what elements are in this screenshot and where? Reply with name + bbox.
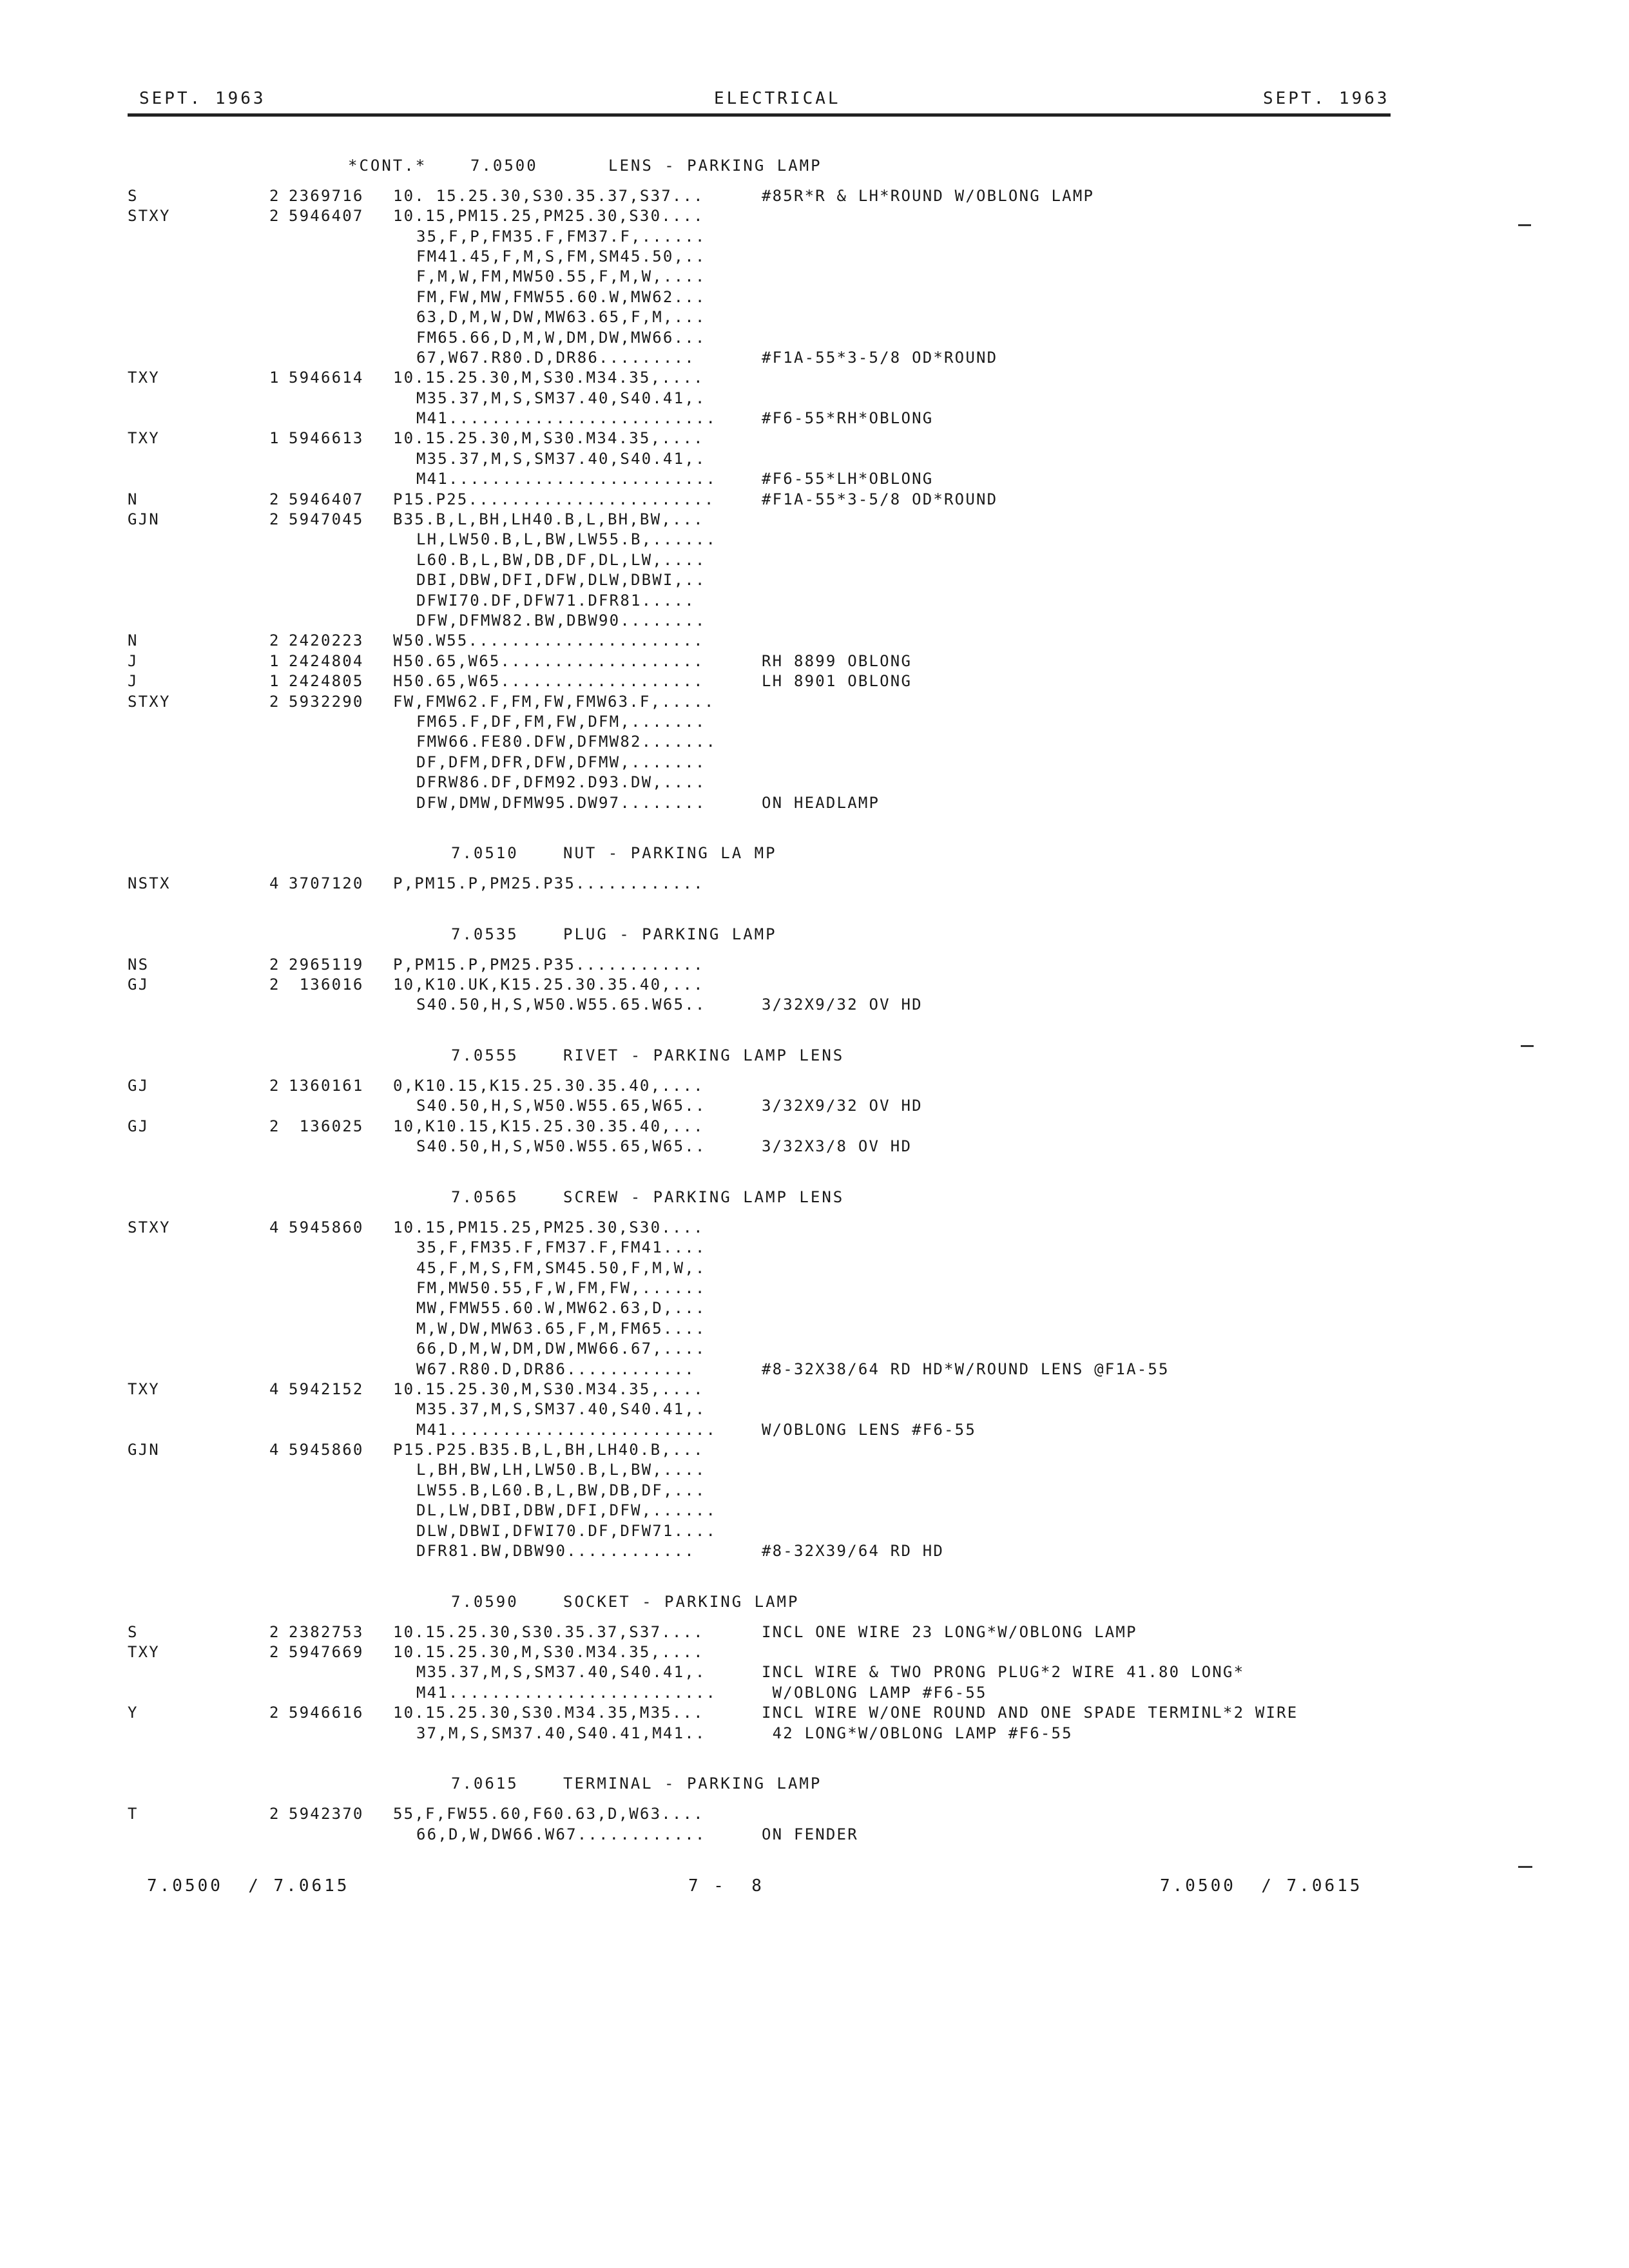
- parts-row: [128, 773, 1513, 793]
- part-number: 5942370: [289, 1805, 364, 1823]
- parts-row: [128, 753, 1513, 773]
- section-title: NUT - PARKING LA MP: [563, 844, 777, 863]
- parts-row: [128, 1703, 1513, 1723]
- application-list: FM65.66,D,M,W,DM,DW,MW66...: [416, 328, 706, 347]
- model-code: GJN: [128, 1441, 160, 1459]
- part-number: 1360161: [289, 1077, 364, 1095]
- parts-row: [128, 1622, 1513, 1642]
- parts-row: [128, 1804, 1513, 1824]
- section-heading: [128, 1177, 1513, 1218]
- model-code: GJN: [128, 510, 160, 529]
- parts-row: [128, 1662, 1513, 1682]
- quantity: 2: [269, 1805, 280, 1823]
- quantity: 4: [269, 1441, 280, 1459]
- part-description: 3/32X3/8 OV HD: [762, 1137, 912, 1156]
- model-code: S: [128, 1622, 139, 1641]
- part-description: W/OBLONG LENS #F6-55: [762, 1420, 976, 1439]
- part-number: 2424804: [289, 651, 364, 670]
- header-right-date: SEPT. 1963: [1263, 89, 1390, 108]
- application-list: 45,F,M,S,FM,SM45.50,F,M,W,.: [416, 1258, 706, 1277]
- section-number: 7.0510: [451, 844, 519, 863]
- section-number: 7.0590: [451, 1592, 519, 1611]
- application-list: DFW,DMW,DFMW95.DW97........: [416, 793, 706, 812]
- footer-right-range: 7.0500 / 7.0615: [1160, 1876, 1363, 1896]
- application-list: M35.37,M,S,SM37.40,S40.41,.: [416, 1663, 706, 1682]
- parts-row: [128, 530, 1513, 550]
- parts-row: [128, 1137, 1513, 1157]
- application-list: FMW66.FE80.DFW,DFMW82.......: [416, 733, 717, 751]
- part-description: #85R*R & LH*ROUND W/OBLONG LAMP: [762, 186, 1095, 205]
- application-list: 10.15.25.30,M,S30.M34.35,....: [393, 1643, 704, 1661]
- parts-row: [128, 490, 1513, 510]
- parts-row: [128, 469, 1513, 489]
- application-list: H50.65,W65...................: [393, 651, 704, 670]
- section-continued-label: *CONT.*: [348, 157, 427, 175]
- part-description: 42 LONG*W/OBLONG LAMP #F6-55: [762, 1724, 1073, 1742]
- quantity: 4: [269, 1379, 280, 1398]
- section-number: 7.0565: [451, 1187, 519, 1206]
- part-number: 5932290: [289, 692, 364, 711]
- application-list: 67,W67.R80.D,DR86.........: [416, 348, 695, 367]
- parts-row: [128, 975, 1513, 995]
- application-list: M41.........................: [416, 1420, 717, 1439]
- part-description: #F6-55*RH*OBLONG: [762, 409, 934, 428]
- application-list: DFW,DFMW82.BW,DBW90........: [416, 611, 706, 629]
- part-description: #F1A-55*3-5/8 OD*ROUND: [762, 348, 998, 367]
- section-number: 7.0500: [470, 157, 538, 175]
- application-list: 66,D,M,W,DM,DW,MW66.67,....: [416, 1340, 706, 1358]
- part-number: 5947669: [289, 1643, 364, 1661]
- application-list: 10.15.25.30,S30.M34.35,M35...: [393, 1704, 704, 1722]
- margin-mark: [1518, 224, 1531, 226]
- quantity: 2: [269, 1117, 280, 1135]
- application-list: FM65.F,DF,FM,FW,DFM,.......: [416, 712, 706, 731]
- quantity: 2: [269, 1077, 280, 1095]
- parts-row: [128, 1238, 1513, 1258]
- spacer: [128, 1561, 1513, 1581]
- part-number: 5946407: [289, 207, 364, 226]
- part-number: 3707120: [289, 874, 364, 893]
- application-list: P,PM15.P,PM25.P35............: [393, 874, 704, 893]
- application-list: 37,M,S,SM37.40,S40.41,M41..: [416, 1724, 706, 1742]
- parts-row: [128, 1258, 1513, 1278]
- model-code: S: [128, 186, 139, 205]
- application-list: 10.15.25.30,M,S30.M34.35,....: [393, 1379, 704, 1398]
- parts-row: [128, 712, 1513, 732]
- application-list: 10,K10.UK,K15.25.30.35.40,...: [393, 975, 704, 994]
- section-heading: [128, 914, 1513, 955]
- quantity: 2: [269, 1704, 280, 1722]
- model-code: GJ: [128, 1117, 149, 1135]
- model-code: J: [128, 651, 139, 670]
- quantity: 2: [269, 490, 280, 508]
- parts-row: [128, 428, 1513, 448]
- application-list: F,M,W,FM,MW50.55,F,M,W,....: [416, 267, 706, 286]
- application-list: 55,F,FW55.60,F60.63,D,W63....: [393, 1805, 704, 1823]
- section-number: 7.0615: [451, 1774, 519, 1793]
- application-list: FM,FW,MW,FMW55.60.W,MW62...: [416, 287, 706, 306]
- parts-listing: [128, 146, 1513, 1845]
- margin-mark: [1521, 1045, 1534, 1047]
- section-heading: [128, 1763, 1513, 1804]
- parts-row: [128, 611, 1513, 631]
- application-list: 10.15.25.30,M,S30.M34.35,....: [393, 369, 704, 387]
- parts-row: [128, 449, 1513, 469]
- application-list: 35,F,FM35.F,FM37.F,FM41....: [416, 1238, 706, 1257]
- part-number: 5947045: [289, 510, 364, 529]
- part-number: 2382753: [289, 1622, 364, 1641]
- model-code: T: [128, 1805, 139, 1823]
- section-number: 7.0535: [451, 925, 519, 943]
- section-title: SOCKET - PARKING LAMP: [563, 1592, 800, 1611]
- application-list: 10. 15.25.30,S30.35.37,S37...: [393, 186, 704, 205]
- quantity: 2: [269, 955, 280, 974]
- quantity: 1: [269, 651, 280, 670]
- parts-row: [128, 307, 1513, 327]
- part-number: 5946613: [289, 429, 364, 448]
- application-list: DFRW86.DF,DFM92.D93.DW,....: [416, 773, 706, 792]
- parts-row: [128, 186, 1513, 206]
- section-heading: [128, 833, 1513, 874]
- section-title: RIVET - PARKING LAMP LENS: [563, 1046, 845, 1065]
- header-rule: [128, 113, 1391, 117]
- quantity: 4: [269, 1218, 280, 1236]
- parts-row: [128, 550, 1513, 570]
- parts-row: [128, 1481, 1513, 1501]
- part-number: 2420223: [289, 631, 364, 650]
- parts-row: [128, 995, 1513, 1015]
- quantity: 1: [269, 369, 280, 387]
- application-list: LH,LW50.B,L,BW,LW55.B,......: [416, 530, 717, 549]
- parts-row: [128, 793, 1513, 813]
- part-number: 5946614: [289, 369, 364, 387]
- parts-row: [128, 368, 1513, 388]
- section-heading: [128, 146, 1513, 186]
- application-list: FM,MW50.55,F,W,FM,FW,......: [416, 1278, 706, 1297]
- application-list: DFR81.BW,DBW90............: [416, 1542, 695, 1561]
- parts-row: [128, 955, 1513, 975]
- part-number: 5946616: [289, 1704, 364, 1722]
- part-description: 3/32X9/32 OV HD: [762, 995, 923, 1014]
- parts-row: [128, 874, 1513, 894]
- section-title: LENS - PARKING LAMP: [608, 157, 822, 175]
- model-code: N: [128, 631, 139, 650]
- parts-row: [128, 1360, 1513, 1379]
- spacer: [128, 894, 1513, 914]
- application-list: P15.P25.B35.B,L,BH,LH40.B,...: [393, 1441, 704, 1459]
- application-list: DL,LW,DBI,DBW,DFI,DFW,......: [416, 1501, 717, 1520]
- application-list: 10.15,PM15.25,PM25.30,S30....: [393, 207, 704, 226]
- parts-row: [128, 1096, 1513, 1116]
- model-code: STXY: [128, 692, 171, 711]
- parts-row: [128, 1278, 1513, 1298]
- parts-row: [128, 1399, 1513, 1419]
- parts-row: [128, 671, 1513, 691]
- quantity: 2: [269, 207, 280, 226]
- part-description: ON FENDER: [762, 1825, 858, 1843]
- application-list: M35.37,M,S,SM37.40,S40.41,.: [416, 449, 706, 468]
- quantity: 2: [269, 1622, 280, 1641]
- margin-mark: [1518, 1866, 1532, 1868]
- model-code: Y: [128, 1704, 139, 1722]
- spacer: [128, 813, 1513, 833]
- part-description: ON HEADLAMP: [762, 793, 880, 812]
- application-list: MW,FMW55.60.W,MW62.63,D,...: [416, 1299, 706, 1318]
- parts-row: [128, 1117, 1513, 1137]
- part-number: 2965119: [289, 955, 364, 974]
- model-code: TXY: [128, 369, 160, 387]
- application-list: M41.........................: [416, 470, 717, 488]
- quantity: 2: [269, 1643, 280, 1661]
- header-left-date: SEPT. 1963: [139, 89, 266, 108]
- parts-row: [128, 1825, 1513, 1845]
- spacer: [128, 1015, 1513, 1035]
- part-number: 136016: [289, 975, 364, 994]
- part-number: 5942152: [289, 1379, 364, 1398]
- parts-row: [128, 732, 1513, 752]
- application-list: LW55.B,L60.B,L,BW,DB,DF,...: [416, 1481, 706, 1499]
- application-list: 63,D,M,W,DW,MW63.65,F,M,...: [416, 308, 706, 327]
- parts-row: [128, 1460, 1513, 1480]
- application-list: DFWI70.DF,DFW71.DFR81.....: [416, 591, 695, 610]
- application-list: P,PM15.P,PM25.P35............: [393, 955, 704, 974]
- application-list: M41.........................: [416, 1683, 717, 1702]
- application-list: 10.15.25.30,M,S30.M34.35,....: [393, 429, 704, 448]
- part-description: #F6-55*LH*OBLONG: [762, 470, 934, 488]
- model-code: N: [128, 490, 139, 508]
- parts-row: [128, 631, 1513, 651]
- parts-row: [128, 1683, 1513, 1703]
- application-list: S40.50,H,S,W50.W55.65,W65..: [416, 1137, 706, 1156]
- part-description: #8-32X38/64 RD HD*W/ROUND LENS @F1A-55: [762, 1360, 1170, 1378]
- header-center-title: ELECTRICAL: [714, 89, 841, 108]
- parts-row: [128, 389, 1513, 408]
- parts-row: [128, 1339, 1513, 1359]
- part-description: RH 8899 OBLONG: [762, 651, 912, 670]
- model-code: STXY: [128, 207, 171, 226]
- part-number: 5945860: [289, 1441, 364, 1459]
- parts-row: [128, 328, 1513, 348]
- model-code: TXY: [128, 1643, 160, 1661]
- application-list: W67.R80.D,DR86............: [416, 1360, 695, 1378]
- model-code: GJ: [128, 1077, 149, 1095]
- application-list: M41.........................: [416, 409, 717, 428]
- part-description: #F1A-55*3-5/8 OD*ROUND: [762, 490, 998, 508]
- parts-row: [128, 1319, 1513, 1339]
- parts-row: [128, 247, 1513, 267]
- part-number: 5946407: [289, 490, 364, 508]
- part-description: 3/32X9/32 OV HD: [762, 1097, 923, 1115]
- application-list: FM41.45,F,M,S,FM,SM45.50,..: [416, 247, 706, 265]
- parts-row: [128, 206, 1513, 226]
- part-number: 2424805: [289, 672, 364, 691]
- parts-row: [128, 1642, 1513, 1662]
- model-code: NS: [128, 955, 149, 974]
- application-list: DF,DFM,DFR,DFW,DFMW,.......: [416, 753, 706, 771]
- section-heading: [128, 1035, 1513, 1076]
- application-list: S40.50,H,S,W50.W55.65.W65..: [416, 995, 706, 1014]
- application-list: H50.65,W65...................: [393, 672, 704, 691]
- application-list: 10.15,PM15.25,PM25.30,S30....: [393, 1218, 704, 1236]
- part-description: INCL WIRE & TWO PRONG PLUG*2 WIRE 41.80 LONG*: [762, 1663, 1245, 1682]
- part-number: 2369716: [289, 186, 364, 205]
- quantity: 4: [269, 874, 280, 893]
- application-list: B35.B,L,BH,LH40.B,L,BH,BW,...: [393, 510, 704, 529]
- parts-row: [128, 591, 1513, 611]
- section-number: 7.0555: [451, 1046, 519, 1065]
- parts-row: [128, 1218, 1513, 1238]
- footer-left-range: 7.0500 / 7.0615: [147, 1876, 350, 1896]
- section-title: TERMINAL - PARKING LAMP: [563, 1774, 822, 1793]
- parts-row: [128, 510, 1513, 530]
- footer-page-number: 7 - 8: [688, 1876, 764, 1896]
- parts-row: [128, 408, 1513, 428]
- section-heading: [128, 1582, 1513, 1622]
- application-list: P15.P25.......................: [393, 490, 715, 508]
- part-number: 5945860: [289, 1218, 364, 1236]
- spacer: [128, 1157, 1513, 1177]
- application-list: 66,D,W,DW66.W67............: [416, 1825, 706, 1843]
- part-description: INCL WIRE W/ONE ROUND AND ONE SPADE TERMINL*2 WIRE: [762, 1704, 1298, 1722]
- parts-row: [128, 1521, 1513, 1541]
- application-list: 10.15.25.30,S30.35.37,S37....: [393, 1622, 704, 1641]
- parts-row: [128, 1379, 1513, 1399]
- application-list: 10,K10.15,K15.25.30.35.40,...: [393, 1117, 704, 1135]
- parts-row: [128, 651, 1513, 671]
- quantity: 2: [269, 692, 280, 711]
- quantity: 2: [269, 186, 280, 205]
- application-list: W50.W55......................: [393, 631, 704, 650]
- parts-row: [128, 1440, 1513, 1460]
- model-code: STXY: [128, 1218, 171, 1236]
- parts-row: [128, 1298, 1513, 1318]
- quantity: 2: [269, 510, 280, 529]
- parts-row: [128, 267, 1513, 287]
- application-list: L,BH,BW,LH,LW50.B,L,BW,....: [416, 1461, 706, 1479]
- parts-row: [128, 1724, 1513, 1744]
- parts-row: [128, 1541, 1513, 1561]
- parts-row: [128, 570, 1513, 590]
- quantity: 2: [269, 631, 280, 650]
- application-list: M,W,DW,MW63.65,F,M,FM65....: [416, 1319, 706, 1338]
- part-description: W/OBLONG LAMP #F6-55: [762, 1683, 987, 1702]
- spacer: [128, 1744, 1513, 1763]
- section-title: SCREW - PARKING LAMP LENS: [563, 1187, 845, 1206]
- model-code: TXY: [128, 1379, 160, 1398]
- model-code: GJ: [128, 975, 149, 994]
- part-number: 136025: [289, 1117, 364, 1135]
- application-list: L60.B,L,BW,DB,DF,DL,LW,....: [416, 550, 706, 569]
- application-list: FW,FMW62.F,FM,FW,FMW63.F,.....: [393, 692, 715, 711]
- model-code: TXY: [128, 429, 160, 448]
- application-list: M35.37,M,S,SM37.40,S40.41,.: [416, 1400, 706, 1419]
- application-list: S40.50,H,S,W50.W55.65,W65..: [416, 1097, 706, 1115]
- part-description: INCL ONE WIRE 23 LONG*W/OBLONG LAMP: [762, 1622, 1137, 1641]
- parts-row: [128, 692, 1513, 712]
- parts-row: [128, 287, 1513, 307]
- parts-row: [128, 227, 1513, 247]
- parts-row: [128, 1076, 1513, 1096]
- application-list: 0,K10.15,K15.25.30.35.40,....: [393, 1077, 704, 1095]
- application-list: DLW,DBWI,DFWI70.DF,DFW71....: [416, 1521, 717, 1540]
- application-list: DBI,DBW,DFI,DFW,DLW,DBWI,..: [416, 571, 706, 590]
- parts-row: [128, 348, 1513, 368]
- section-title: PLUG - PARKING LAMP: [563, 925, 777, 943]
- part-description: LH 8901 OBLONG: [762, 672, 912, 691]
- quantity: 2: [269, 975, 280, 994]
- model-code: J: [128, 672, 139, 691]
- application-list: 35,F,P,FM35.F,FM37.F,......: [416, 227, 706, 245]
- quantity: 1: [269, 672, 280, 691]
- model-code: NSTX: [128, 874, 171, 893]
- part-description: #8-32X39/64 RD HD: [762, 1542, 945, 1561]
- parts-row: [128, 1501, 1513, 1521]
- parts-row: [128, 1420, 1513, 1440]
- application-list: M35.37,M,S,SM37.40,S40.41,.: [416, 389, 706, 407]
- quantity: 1: [269, 429, 280, 448]
